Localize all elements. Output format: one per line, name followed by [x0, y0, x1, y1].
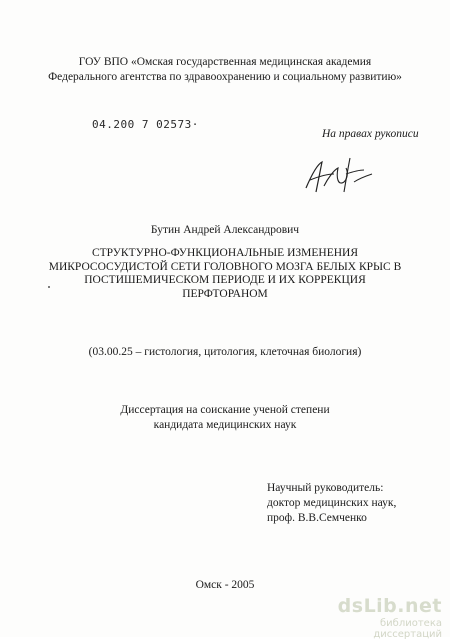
degree-line-2: кандидата медицинских наук — [153, 419, 297, 431]
supervisor-line-3: проф. В.В.Семченко — [267, 512, 367, 524]
supervisor-line-1: Научный руководитель: — [267, 482, 384, 494]
rights-note: На правах рукописи — [322, 128, 419, 140]
institution-header — [0, 55, 450, 85]
degree-statement — [0, 403, 450, 433]
dslib-watermark — [312, 595, 442, 640]
author-name: Бутин Андрей Александрович — [150, 224, 300, 236]
degree-line-1: Диссертация на соискание ученой степени — [120, 404, 330, 416]
watermark-logo: dsLib.net — [337, 595, 442, 617]
institution-line-2: Федерального агентства по здравоохранению и социальному развитию» — [48, 71, 402, 83]
supervisor-block — [267, 481, 396, 526]
place-year: Омск - 2005 — [195, 579, 255, 591]
institution-line-1: ГОУ ВПО «Омская государственная медицинская академия — [78, 56, 372, 68]
scan-speck — [48, 286, 50, 288]
serial-number-stamp: 04.200 7 02573· — [92, 118, 199, 131]
specialty-code: (03.00.25 – гистология, цитология, клеточная биология) — [88, 346, 362, 358]
supervisor-line-2: доктор медицинских наук, — [267, 497, 397, 509]
watermark-subtitle: библиотека диссертаций — [373, 618, 442, 640]
title-line-3: ПОСТИШЕМИЧЕСКОМ ПЕРИОДЕ И ИХ КОРРЕКЦИЯ — [84, 274, 366, 286]
dissertation-title — [0, 247, 450, 301]
title-line-1: СТРУКТУРНО-ФУНКЦИОНАЛЬНЫЕ ИЗМЕНЕНИЯ — [91, 247, 359, 259]
handwritten-signature — [298, 152, 378, 200]
title-line-4: ПЕРФТОРАНОМ — [182, 287, 268, 300]
title-line-2: МИКРОСОСУДИСТОЙ СЕТИ ГОЛОВНОГО МОЗГА БЕЛЫХ КРЫС В — [48, 260, 402, 273]
